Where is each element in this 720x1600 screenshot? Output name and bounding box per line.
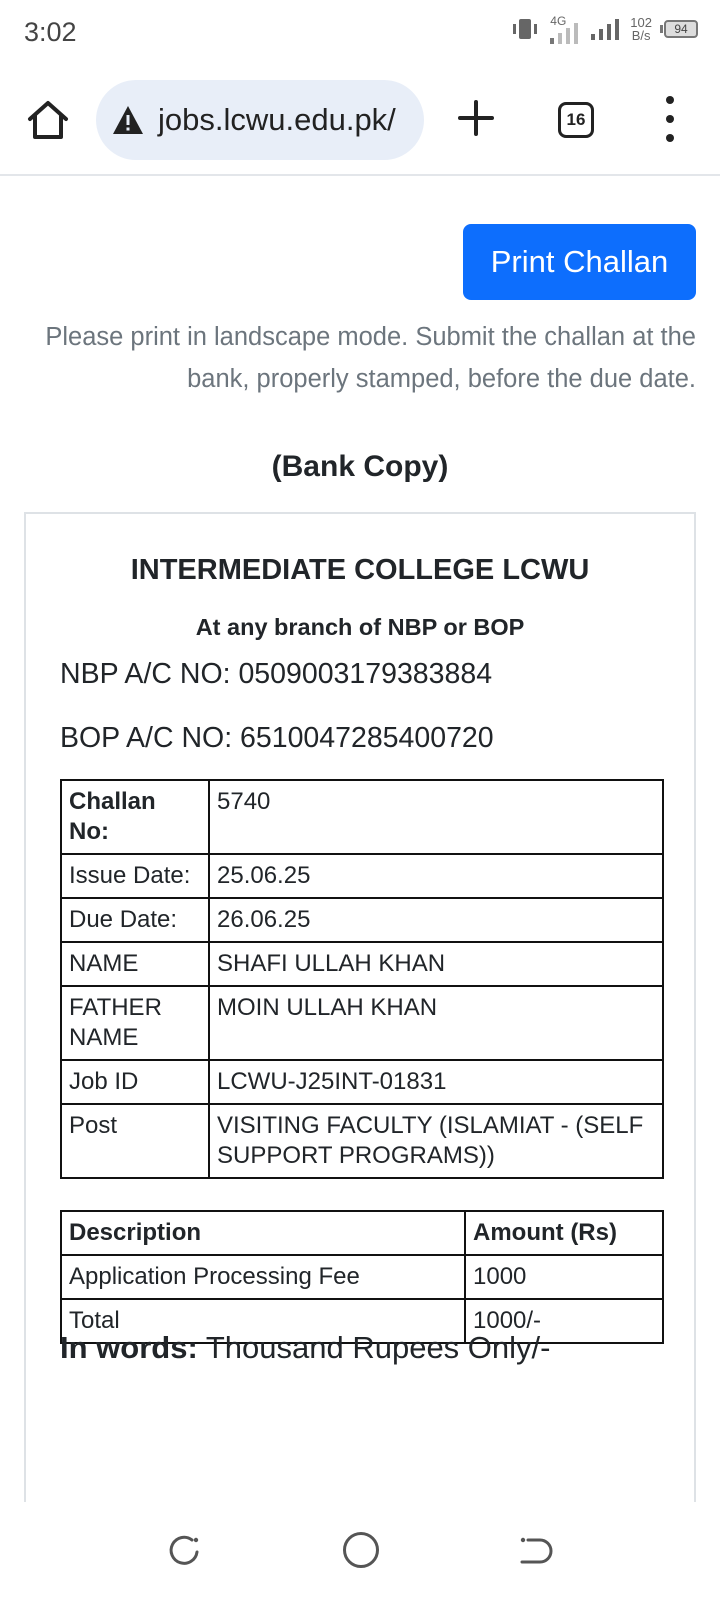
network-type: 4G (550, 14, 567, 28)
speed-value: 102 (630, 15, 652, 30)
tabs-icon[interactable]: 16 (558, 102, 594, 138)
battery-icon (660, 20, 698, 38)
fee-table (60, 1210, 664, 1344)
home-circle-icon[interactable] (343, 1532, 379, 1568)
status-icons (510, 14, 698, 44)
table-row (61, 1104, 663, 1178)
vibrate-icon (510, 16, 540, 42)
row-label: NAME (61, 942, 209, 986)
row-label: FATHER NAME (61, 986, 209, 1060)
table-row (61, 780, 663, 854)
amount-in-words (60, 1330, 550, 1366)
in-words-value: Thousand Rupees Only/- (205, 1330, 551, 1365)
status-time: 3:02 (24, 17, 77, 47)
network-speed (630, 16, 652, 42)
print-notice: Please print in landscape mode. Submit the challan at the bank, properly stamped, before the due date. (45, 323, 696, 393)
column-header-amount: Amount (Rs) (465, 1211, 663, 1255)
browser-toolbar (0, 66, 720, 176)
address-bar[interactable] (96, 80, 424, 160)
fee-amount: 1000/- (465, 1299, 663, 1343)
challan-info-table (60, 779, 664, 1179)
row-label: Challan No: (61, 780, 209, 854)
system-nav-bar (0, 1502, 720, 1600)
nbp-account: NBP A/C NO: 0509003179383884 (60, 658, 493, 690)
table-row (61, 1255, 663, 1299)
home-icon[interactable] (26, 98, 70, 142)
battery-level: 94 (664, 20, 698, 38)
table-row (61, 986, 663, 1060)
branch-info: At any branch of NBP or BOP (195, 614, 525, 640)
fee-amount: 1000 (465, 1255, 663, 1299)
warning-icon[interactable] (112, 105, 144, 135)
row-label: Job ID (61, 1060, 209, 1104)
table-row (61, 898, 663, 942)
college-title: INTERMEDIATE COLLEGE LCWU (130, 554, 590, 586)
table-row (61, 1060, 663, 1104)
status-bar (0, 0, 720, 66)
row-label: Due Date: (61, 898, 209, 942)
signal-bars-icon (590, 18, 622, 40)
fee-description: Application Processing Fee (61, 1255, 465, 1299)
row-value: SHAFI ULLAH KHAN (209, 942, 663, 986)
signal-4g-icon (548, 14, 582, 44)
back-icon[interactable] (518, 1532, 554, 1568)
row-value: VISITING FACULTY (ISLAMIAT - (SELF SUPPORT PROGRAMS)) (209, 1104, 663, 1178)
more-vert-icon[interactable] (660, 96, 680, 142)
challan-card (24, 512, 696, 1600)
url-text[interactable]: jobs.lcwu.edu.pk/ (158, 102, 396, 137)
row-label: Issue Date: (61, 854, 209, 898)
copy-label: (Bank Copy) (271, 450, 449, 483)
row-value: 26.06.25 (209, 898, 663, 942)
column-header-description: Description (61, 1211, 465, 1255)
print-challan-button[interactable]: Print Challan (463, 224, 696, 300)
bop-account: BOP A/C NO: 6510047285400720 (60, 722, 494, 754)
speed-unit: B/s (631, 28, 651, 43)
row-value: MOIN ULLAH KHAN (209, 986, 663, 1060)
recent-apps-icon[interactable] (166, 1532, 202, 1568)
row-value: 25.06.25 (209, 854, 663, 898)
row-value: 5740 (209, 780, 663, 854)
table-row (61, 942, 663, 986)
fee-description: Total (61, 1299, 465, 1343)
plus-icon[interactable] (456, 98, 496, 138)
in-words-label: In words: (60, 1330, 198, 1365)
table-header-row (61, 1211, 663, 1255)
row-value: LCWU-J25INT-01831 (209, 1060, 663, 1104)
row-label: Post (61, 1104, 209, 1178)
table-row (61, 854, 663, 898)
